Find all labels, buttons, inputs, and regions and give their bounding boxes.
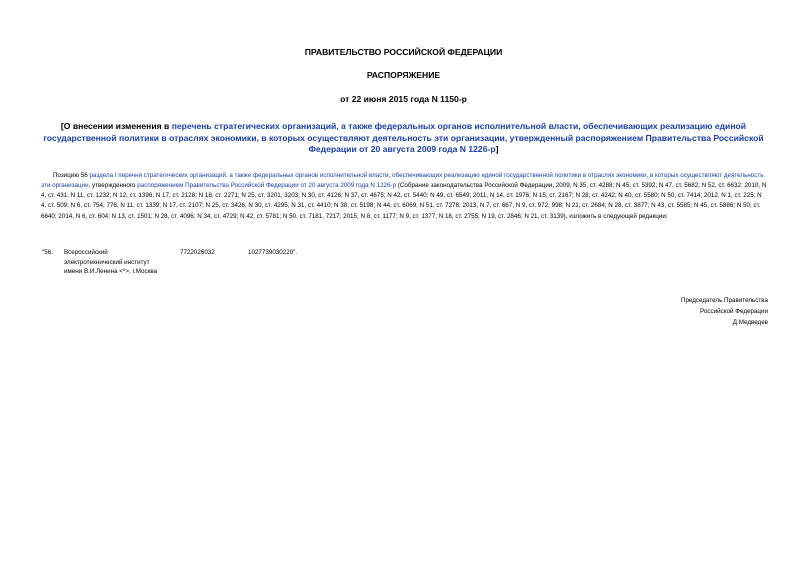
- title-link-strategic-list[interactable]: перечень стратегических организаций, а также федеральных органов исполнительной власти, обеспечивающих реализацию единой государственной политики в отраслях экономики, в которых осуществляют деятельность эти организации, утвержденный: [43, 121, 747, 143]
- document-title: [40, 121, 767, 156]
- body-text-end: (Собрание законодательства Российской Федерации, 2009, N 35, ст. 4288; N 45, ст. 5392; N 47, ст. 5682; N 52, ст. 6632; 2010, N 4, ст. 431; N 11, ст. 1232; N 12, ст. 1396; N 17, ст. 2128; N 18, ст. 2271; N 25, ст. 3201, 3203; N 30, ст. 4126; N 37, ст. 4675; N 42, ст. 5440; N 49, ст. 6549; 2011, N 14, ст. 1976; N 15, ст. 2167; N 28, ст. 4242; N 40, ст. 5580; N 50, ст. 7414; 2012, N 1, ст. 225; N 4, ст. 509; N 6, ст. 754, 776; N 11, ст. 1339; N 17, ст. 2107; N 25, ст. 3426; N 30, ст. 4295; N 31, ст. 4410; N 38, ст. 5198; N 44, ст. 6069; N 51, ст. 7278; 2013, N 7, ст. 667; N 9, ст. 972, 998; N 21, ст. 2684; N 28, ст. 3877; N 43, ст. 5585; N 45, ст. 5886; N 50, ст. 6640; 2014, N 6, ст. 604; N 13, ст. 1501; N 28, ст. 4096; N 34, ст. 4729; N 42, ст. 5781; N 50, ст. 7181, 7217; 2015, N 8, ст. 1177; N 9, ст. 1377; N 18, ст. 2755; N 19, ст. 2846; N 21, ст. 3139), изложить в следующей редакции:: [41, 182, 767, 220]
- body-text-mid: , утвержденного: [88, 182, 138, 190]
- body-link-section-1[interactable]: раздела I перечня стратегических организаций, а также федеральных органов исполнительной власти, обеспечивающих реализацию единой государственной политики в отраслях экономики, в которых осуществляют деятельность эти организации: [41, 172, 764, 190]
- title-open: [О внесении изменения в: [60, 121, 172, 131]
- signature-position: Российской Федерации: [700, 308, 768, 315]
- title-link-order-1226[interactable]: распоряжением Правительства Российской Федерации от 20 августа 2009 года N 1226-р: [308, 132, 764, 155]
- entry-ogrn: 1027739030220".: [248, 249, 298, 256]
- entry-name-line: электротехнический институт: [64, 258, 150, 266]
- entry-organization-name: [64, 248, 174, 277]
- government-heading: ПРАВИТЕЛЬСТВО РОССИЙСКОЙ ФЕДЕРАЦИИ: [304, 47, 503, 57]
- document-type-heading: РАСПОРЯЖЕНИЕ: [366, 70, 441, 80]
- body-text-start: Позицию 56: [53, 172, 90, 179]
- document-date-number: от 22 июня 2015 года N 1150-р: [340, 94, 467, 104]
- title-close: ]: [495, 144, 499, 155]
- entry-name-line: имени В.И.Ленина <*>, г.Москва: [64, 268, 158, 276]
- entry-inn: 7722026032: [180, 249, 215, 256]
- entry-name-line: Всероссийский: [64, 249, 108, 256]
- body-paragraph: [41, 171, 767, 222]
- body-link-order-1226[interactable]: распоряжением Правительства Российской Федерации от 20 августа 2009 года N 1226-р: [137, 182, 397, 190]
- entry-number: "56.: [42, 249, 53, 256]
- signature-position: Председатель Правительства: [680, 297, 768, 304]
- signature-name: Д.Медведев: [732, 319, 768, 326]
